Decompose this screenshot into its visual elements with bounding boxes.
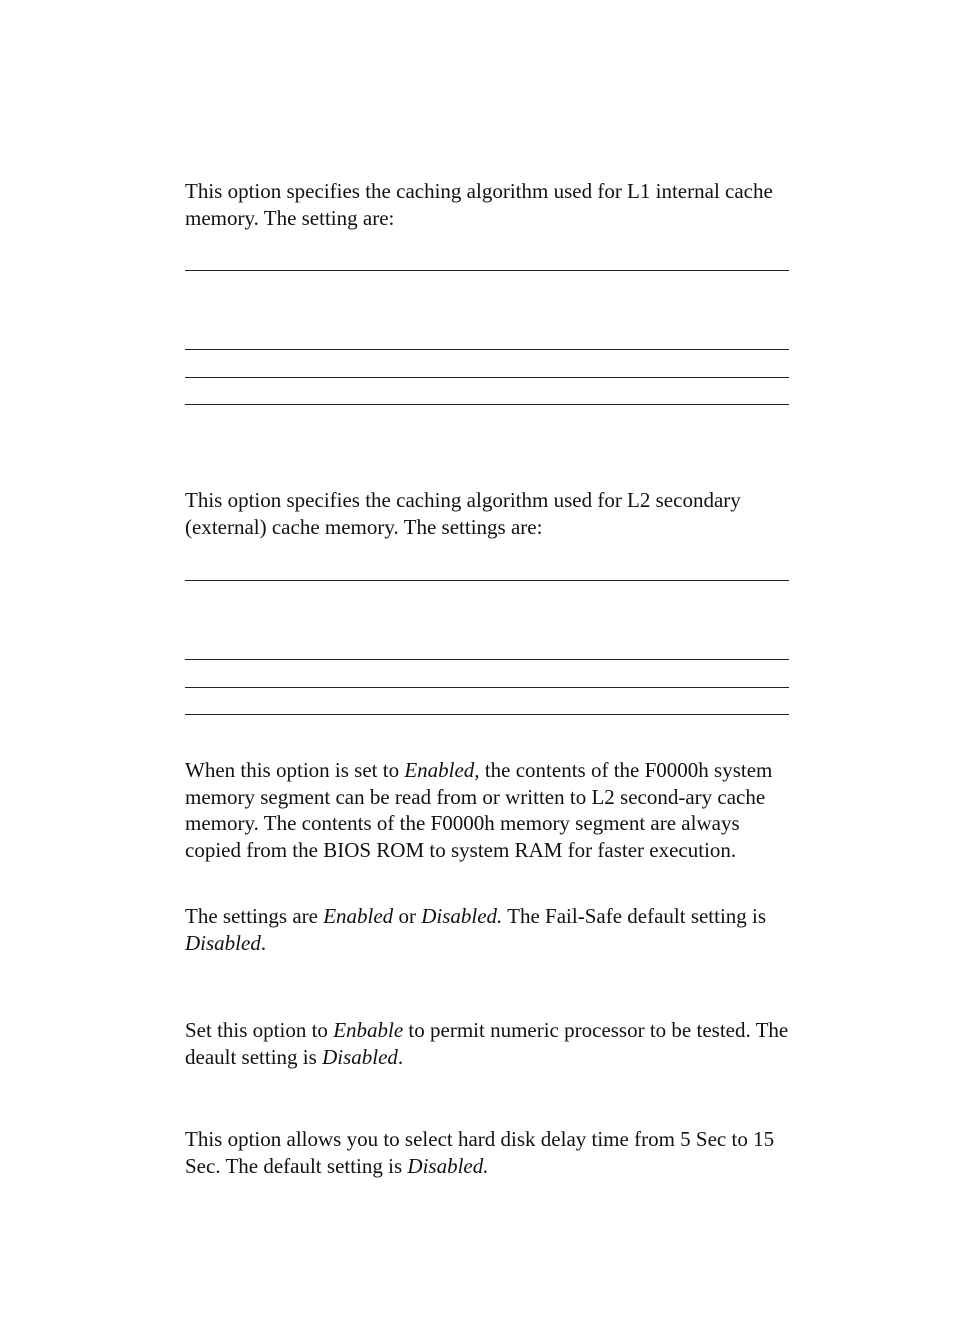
bios-cache-text-a: When this option is set to: [185, 758, 405, 782]
disabled-term: Disabled.: [421, 904, 503, 928]
l1-table-rule-2: [185, 349, 789, 350]
bios-cache-text-b: the contents of the F0000h system memory segment can be read from or written to L2 second-ary cache memory. The contents of the F0000h memory segment are always copied from the BIOS ROM to system RAM for faster execution.: [185, 758, 773, 862]
l2-table-rule-3: [185, 687, 789, 688]
disabled-term: Disabled: [185, 930, 261, 955]
numeric-text-b: to permit numeric processor to be tested. The deault setting is: [185, 1018, 789, 1069]
l2-table-rule-4: [185, 714, 789, 715]
settings-text-c: The Fail-Safe default setting is: [502, 904, 767, 928]
numeric-text-c: .: [397, 1044, 404, 1069]
l2-cache-text: This option specifies the caching algorithm used for L2 secondary (external) cache memory. The settings are:: [185, 488, 741, 539]
l1-table-rule-4: [185, 404, 789, 405]
l1-cache-text: This option specifies the caching algorithm used for L1 internal cache memory. The setting are:: [185, 179, 773, 230]
l1-cache-description: [185, 178, 795, 231]
hard-disk-delay-description: [185, 1126, 795, 1179]
l1-table-rule-1: [185, 270, 789, 271]
settings-text-b: or: [393, 904, 422, 928]
l2-cache-description: [185, 487, 795, 540]
disabled-term: Disabled.: [407, 1153, 489, 1178]
numeric-processor-description: [185, 1017, 795, 1070]
enbable-term: Enbable: [333, 1018, 404, 1042]
bios-cache-settings: [185, 903, 795, 956]
hdd-text-a: This option allows you to select hard disk delay time from 5 Sec to 15 Sec. The default setting is: [185, 1127, 775, 1178]
enabled-term: Enabled: [323, 904, 394, 928]
disabled-term: Disabled: [322, 1044, 398, 1069]
settings-text-d: .: [260, 930, 267, 955]
l2-table-rule-1: [185, 580, 789, 581]
l2-table-rule-2: [185, 659, 789, 660]
bios-cache-description: [185, 757, 795, 863]
numeric-text-a: Set this option to: [185, 1018, 334, 1042]
l1-table-rule-3: [185, 377, 789, 378]
enabled-term: Enabled,: [404, 758, 480, 782]
settings-text-a: The settings are: [185, 904, 324, 928]
